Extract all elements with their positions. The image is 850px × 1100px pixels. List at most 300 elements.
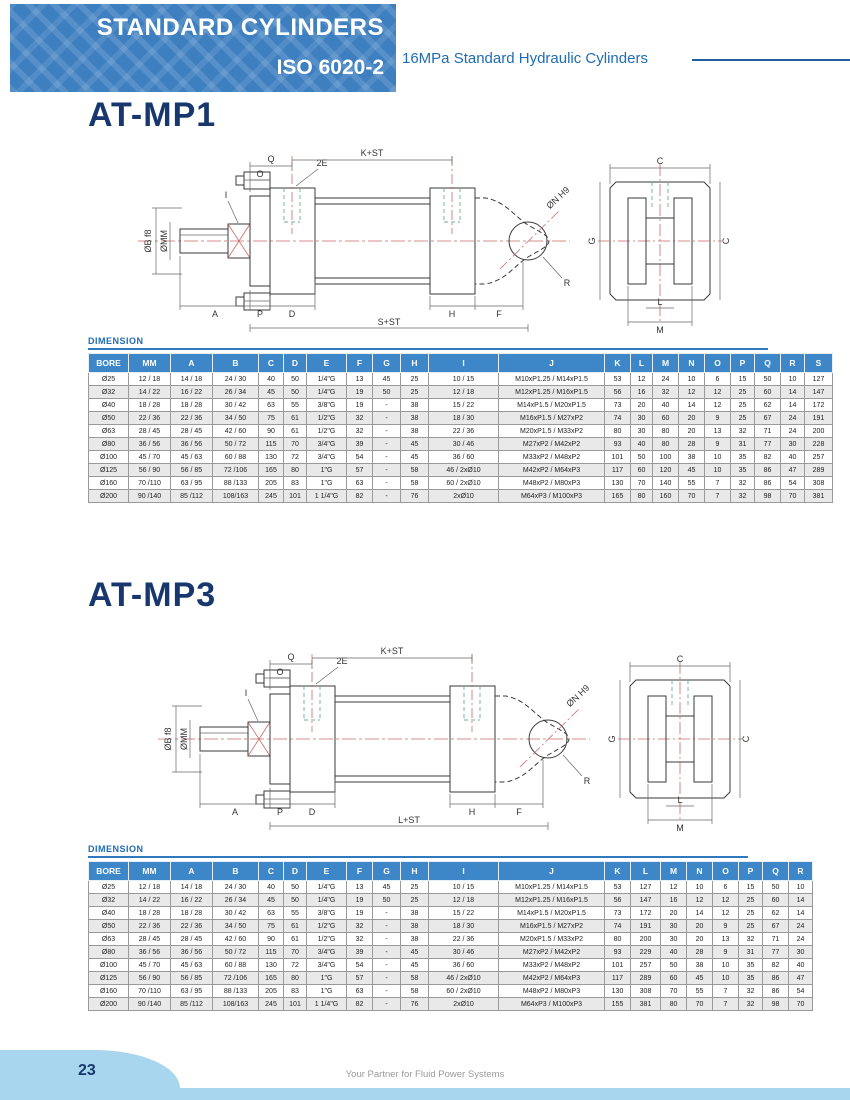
table-cell: 117	[605, 972, 631, 985]
table-cell: 57	[347, 464, 373, 477]
table-row	[89, 881, 813, 894]
table-cell: 19	[347, 894, 373, 907]
table-cell: -	[373, 399, 401, 412]
table-cell: 1/2"G	[307, 412, 347, 425]
table-cell: 60	[755, 386, 781, 399]
table-cell: 39	[347, 438, 373, 451]
table-cell: 80	[661, 998, 687, 1011]
table-row	[89, 386, 833, 399]
table-cell: 90	[259, 933, 284, 946]
table-cell: 25	[731, 386, 755, 399]
table-cell: 32	[739, 998, 763, 1011]
table-cell: 38	[401, 412, 429, 425]
table-cell: M16xP1.5 / M27xP2	[499, 920, 605, 933]
table-cell: 54	[789, 985, 813, 998]
table-cell: 25	[401, 373, 429, 386]
table-cell: 308	[805, 477, 833, 490]
table-cell: 22 / 36	[129, 412, 171, 425]
table-cell: 34 / 50	[213, 920, 259, 933]
table-cell: 67	[755, 412, 781, 425]
table-cell: 73	[605, 907, 631, 920]
table-cell: 18 / 28	[129, 399, 171, 412]
table-cell: M12xP1.25 / M16xP1.5	[499, 894, 605, 907]
dim-label-b: ØB f8	[143, 229, 153, 253]
column-header: M	[653, 354, 679, 373]
table-cell: 28	[679, 438, 705, 451]
table-cell: M48xP2 / M80xP3	[499, 985, 605, 998]
dim-label-overall: S+ST	[377, 317, 401, 327]
dim-label-m: M	[676, 823, 684, 833]
dim-label-c-top: C	[676, 654, 684, 664]
table-cell: 45	[401, 438, 429, 451]
table-row	[89, 477, 833, 490]
table-cell: 9	[705, 438, 731, 451]
table-cell: 32	[731, 490, 755, 503]
table-cell: 115	[259, 946, 284, 959]
bore-cell: Ø100	[89, 959, 129, 972]
dimension-block-mp1	[88, 336, 825, 503]
column-header: R	[781, 354, 805, 373]
table-row	[89, 972, 813, 985]
column-header: A	[171, 862, 213, 881]
table-cell: 7	[713, 985, 739, 998]
table-cell: 82	[347, 490, 373, 503]
bore-cell: Ø100	[89, 451, 129, 464]
table-cell: 60	[763, 894, 789, 907]
bore-cell: Ø160	[89, 985, 129, 998]
table-cell: 40	[789, 959, 813, 972]
table-cell: 58	[401, 464, 429, 477]
column-header: D	[284, 354, 307, 373]
column-header: G	[373, 862, 401, 881]
table-cell: M27xP2 / M42xP2	[499, 438, 605, 451]
table-cell: 14	[789, 894, 813, 907]
table-row	[89, 946, 813, 959]
dim-label-a: A	[231, 807, 239, 817]
table-cell: 50	[763, 881, 789, 894]
table-cell: 16 / 22	[171, 894, 213, 907]
table-cell: 45	[687, 972, 713, 985]
column-header: P	[739, 862, 763, 881]
table-cell: 127	[631, 881, 661, 894]
table-cell: 10	[687, 881, 713, 894]
table-cell: 55	[284, 399, 307, 412]
bore-cell: Ø63	[89, 933, 129, 946]
table-cell: 14 / 22	[129, 894, 171, 907]
table-cell: -	[373, 972, 401, 985]
column-header: H	[401, 354, 429, 373]
table-cell: 80	[631, 490, 653, 503]
table-cell: 82	[763, 959, 789, 972]
table-cell: 12 / 18	[129, 881, 171, 894]
table-row	[89, 985, 813, 998]
table-cell: 3/8"G	[307, 399, 347, 412]
table-cell: 147	[805, 386, 833, 399]
table-cell: 80	[284, 972, 307, 985]
column-header: C	[259, 354, 284, 373]
dimension-block-mp3	[88, 844, 805, 1011]
table-cell: 200	[805, 425, 833, 438]
table-cell: 24	[789, 920, 813, 933]
table-cell: 45	[679, 464, 705, 477]
table-cell: 381	[631, 998, 661, 1011]
bore-cell: Ø80	[89, 438, 129, 451]
column-header: I	[429, 354, 499, 373]
table-cell: 57	[347, 972, 373, 985]
table-cell: 40	[631, 438, 653, 451]
table-cell: 50	[284, 386, 307, 399]
table-cell: 70 /110	[129, 477, 171, 490]
table-cell: 289	[631, 972, 661, 985]
table-cell: 80	[653, 425, 679, 438]
table-cell: 9	[713, 946, 739, 959]
dim-label-p: P	[256, 309, 264, 319]
dim-label-n: ØN H9	[564, 682, 592, 709]
table-cell: 140	[653, 477, 679, 490]
column-header: Q	[755, 354, 781, 373]
dim-label-f: F	[496, 309, 502, 319]
table-cell: 32	[653, 386, 679, 399]
table-cell: 10 / 15	[429, 881, 499, 894]
column-header: J	[499, 862, 605, 881]
table-cell: 257	[805, 451, 833, 464]
table-cell: 18 / 30	[429, 412, 499, 425]
table-cell: 45	[401, 959, 429, 972]
table-cell: 12	[705, 386, 731, 399]
dim-label-mm: ØMM	[159, 230, 169, 252]
table-cell: 72	[284, 959, 307, 972]
dimension-table-mp3	[88, 861, 813, 1011]
table-cell: 15 / 22	[429, 907, 499, 920]
dim-label-p: P	[276, 807, 284, 817]
table-cell: 100	[653, 451, 679, 464]
table-cell: 120	[653, 464, 679, 477]
dim-label-mm: ØMM	[179, 728, 189, 750]
table-cell: -	[373, 412, 401, 425]
column-header: J	[499, 354, 605, 373]
cylinder-drawing	[130, 136, 750, 336]
table-cell: 13	[705, 425, 731, 438]
column-header: K	[605, 862, 631, 881]
table-cell: 73	[605, 399, 631, 412]
table-cell: 45	[401, 451, 429, 464]
table-cell: 45 / 70	[129, 451, 171, 464]
table-cell: 60 / 2xØ10	[429, 985, 499, 998]
banner-standard: ISO 6020-2	[276, 56, 384, 79]
table-cell: 172	[631, 907, 661, 920]
table-cell: 308	[631, 985, 661, 998]
dim-label-a: A	[211, 309, 219, 319]
table-cell: 14	[789, 907, 813, 920]
table-row	[89, 438, 833, 451]
table-cell: 30 / 46	[429, 946, 499, 959]
table-cell: 30	[631, 425, 653, 438]
footer-band	[0, 1088, 850, 1100]
table-cell: 83	[284, 985, 307, 998]
table-cell: 18 / 28	[171, 907, 213, 920]
table-cell: 67	[763, 920, 789, 933]
table-row	[89, 959, 813, 972]
table-cell: 50	[373, 386, 401, 399]
table-cell: 10	[705, 451, 731, 464]
table-cell: 53	[605, 881, 631, 894]
table-cell: 205	[259, 477, 284, 490]
dim-label-kst: K+ST	[360, 148, 384, 158]
table-cell: 38	[401, 933, 429, 946]
table-cell: 45 / 70	[129, 959, 171, 972]
table-cell: 18 / 30	[429, 920, 499, 933]
bore-cell: Ø32	[89, 386, 129, 399]
table-cell: 14	[781, 399, 805, 412]
table-cell: 200	[631, 933, 661, 946]
column-header: P	[731, 354, 755, 373]
dim-label-r: R	[563, 278, 571, 288]
table-cell: 130	[605, 477, 631, 490]
table-cell: 1"G	[307, 985, 347, 998]
table-cell: 14	[679, 399, 705, 412]
table-cell: 1/4"G	[307, 373, 347, 386]
bore-cell: Ø63	[89, 425, 129, 438]
table-cell: 34 / 50	[213, 412, 259, 425]
table-cell: 1/4"G	[307, 386, 347, 399]
table-cell: 10	[789, 881, 813, 894]
table-cell: M14xP1.5 / M20xP1.5	[499, 907, 605, 920]
table-cell: 32	[347, 425, 373, 438]
table-cell: -	[373, 920, 401, 933]
dimension-table-mp1	[88, 353, 833, 503]
table-cell: 12	[705, 399, 731, 412]
table-cell: 1"G	[307, 464, 347, 477]
table-row	[89, 399, 833, 412]
table-cell: 36 / 60	[429, 959, 499, 972]
table-cell: 35	[731, 451, 755, 464]
table-cell: 1/2"G	[307, 933, 347, 946]
table-cell: 70	[284, 438, 307, 451]
table-cell: 56 / 85	[171, 972, 213, 985]
table-cell: 10	[781, 373, 805, 386]
table-cell: 38	[687, 959, 713, 972]
table-cell: 62	[763, 907, 789, 920]
table-cell: 10 / 15	[429, 373, 499, 386]
table-cell: 36 / 56	[171, 438, 213, 451]
table-cell: 70 /110	[129, 985, 171, 998]
table-row	[89, 933, 813, 946]
table-cell: 76	[401, 490, 429, 503]
table-cell: 25	[739, 920, 763, 933]
column-header: O	[705, 354, 731, 373]
table-cell: 172	[805, 399, 833, 412]
dim-label-g: G	[607, 735, 617, 743]
table-cell: 26 / 34	[213, 894, 259, 907]
table-cell: 24	[653, 373, 679, 386]
table-cell: 46 / 2xØ10	[429, 972, 499, 985]
table-cell: 24 / 30	[213, 881, 259, 894]
table-cell: 25	[739, 894, 763, 907]
table-cell: 9	[705, 412, 731, 425]
table-cell: 70	[631, 477, 653, 490]
table-cell: 3/4"G	[307, 959, 347, 972]
table-cell: 381	[805, 490, 833, 503]
table-cell: 54	[347, 451, 373, 464]
table-cell: 42 / 60	[213, 425, 259, 438]
header-rule	[692, 59, 850, 61]
table-cell: 35	[731, 464, 755, 477]
table-cell: 26 / 34	[213, 386, 259, 399]
table-row	[89, 451, 833, 464]
table-cell: 127	[805, 373, 833, 386]
table-cell: 12	[661, 881, 687, 894]
table-cell: 22 / 36	[129, 920, 171, 933]
table-cell: 25	[731, 399, 755, 412]
column-header: D	[284, 862, 307, 881]
bore-cell: Ø40	[89, 399, 129, 412]
table-cell: 85 /112	[171, 998, 213, 1011]
dim-label-l: L	[677, 795, 683, 805]
table-row	[89, 373, 833, 386]
bore-cell: Ø160	[89, 477, 129, 490]
table-cell: 165	[259, 972, 284, 985]
table-cell: 72	[284, 451, 307, 464]
table-cell: 45	[259, 894, 284, 907]
table-cell: 101	[605, 959, 631, 972]
table-cell: 30	[661, 933, 687, 946]
dim-label-n: ØN H9	[544, 184, 572, 211]
table-cell: 2xØ10	[429, 490, 499, 503]
table-cell: 20	[631, 399, 653, 412]
column-header: S	[805, 354, 833, 373]
table-cell: 60 / 88	[213, 959, 259, 972]
dim-label-l: L	[657, 297, 663, 307]
dim-label-o: O	[256, 169, 264, 179]
table-cell: 19	[347, 386, 373, 399]
dim-label-m: M	[656, 325, 664, 335]
table-cell: 130	[605, 985, 631, 998]
table-cell: 16	[661, 894, 687, 907]
table-cell: 50 / 72	[213, 438, 259, 451]
table-cell: 18 / 28	[171, 399, 213, 412]
table-cell: 15	[739, 881, 763, 894]
table-cell: 2xØ10	[429, 998, 499, 1011]
dim-label-kst: K+ST	[380, 646, 404, 656]
table-cell: 245	[259, 490, 284, 503]
table-cell: 7	[713, 998, 739, 1011]
table-cell: 101	[605, 451, 631, 464]
bore-cell: Ø32	[89, 894, 129, 907]
table-cell: 56	[605, 894, 631, 907]
table-cell: 20	[687, 920, 713, 933]
table-cell: M20xP1.5 / M33xP2	[499, 933, 605, 946]
table-cell: M48xP2 / M80xP3	[499, 477, 605, 490]
table-cell: 25	[731, 412, 755, 425]
table-cell: 80	[605, 933, 631, 946]
dim-label-i: I	[244, 688, 248, 698]
technical-drawing-mp3	[150, 634, 770, 834]
table-cell: 12	[687, 894, 713, 907]
table-cell: 32	[347, 933, 373, 946]
table-cell: 70	[679, 490, 705, 503]
dimension-label: DIMENSION	[88, 336, 768, 350]
table-cell: -	[373, 425, 401, 438]
table-cell: 228	[805, 438, 833, 451]
table-row	[89, 464, 833, 477]
table-cell: 58	[401, 985, 429, 998]
table-cell: 165	[259, 464, 284, 477]
column-header: MM	[129, 862, 171, 881]
dim-label-d: D	[308, 807, 316, 817]
table-cell: 36 / 56	[129, 438, 171, 451]
column-header: L	[631, 354, 653, 373]
table-cell: 85 /112	[171, 490, 213, 503]
table-cell: 165	[605, 490, 631, 503]
table-cell: 12	[631, 373, 653, 386]
table-cell: 88 /133	[213, 985, 259, 998]
table-cell: M42xP2 / M64xP3	[499, 972, 605, 985]
table-cell: 155	[605, 998, 631, 1011]
table-cell: 72 /106	[213, 972, 259, 985]
table-cell: 86	[763, 985, 789, 998]
table-cell: 63 / 95	[171, 985, 213, 998]
table-cell: 13	[347, 881, 373, 894]
table-cell: 50	[755, 373, 781, 386]
table-cell: 36 / 60	[429, 451, 499, 464]
table-cell: 76	[401, 998, 429, 1011]
table-cell: 60 / 2xØ10	[429, 477, 499, 490]
table-cell: 55	[679, 477, 705, 490]
table-cell: 60 / 88	[213, 451, 259, 464]
table-cell: 12	[679, 386, 705, 399]
table-cell: 56 / 90	[129, 464, 171, 477]
footer-tagline: Your Partner for Fluid Power Systems	[345, 1069, 505, 1080]
table-cell: 40	[781, 451, 805, 464]
table-cell: 63	[347, 985, 373, 998]
table-cell: 82	[755, 451, 781, 464]
table-cell: 191	[631, 920, 661, 933]
dim-label-f: F	[516, 807, 522, 817]
table-cell: 90 /140	[129, 490, 171, 503]
table-cell: 1 1/4"G	[307, 998, 347, 1011]
table-row	[89, 412, 833, 425]
table-cell: 28 / 45	[129, 933, 171, 946]
table-cell: 56	[605, 386, 631, 399]
table-cell: 14 / 18	[171, 373, 213, 386]
table-cell: 18 / 28	[129, 907, 171, 920]
table-cell: 31	[731, 438, 755, 451]
column-header: M	[661, 862, 687, 881]
table-cell: 20	[687, 933, 713, 946]
table-cell: 70	[284, 946, 307, 959]
table-cell: 160	[653, 490, 679, 503]
table-cell: 205	[259, 985, 284, 998]
table-cell: 75	[259, 920, 284, 933]
column-header: K	[605, 354, 631, 373]
table-cell: 40	[661, 946, 687, 959]
table-cell: -	[373, 490, 401, 503]
table-cell: 90	[259, 425, 284, 438]
banner	[10, 4, 396, 92]
table-cell: 61	[284, 933, 307, 946]
table-cell: 25	[739, 907, 763, 920]
column-header: H	[401, 862, 429, 881]
table-cell: 93	[605, 438, 631, 451]
table-cell: 10	[679, 373, 705, 386]
table-cell: 16 / 22	[171, 386, 213, 399]
table-cell: 32	[731, 477, 755, 490]
table-cell: 12 / 18	[429, 894, 499, 907]
table-cell: 9	[713, 920, 739, 933]
table-cell: 14	[781, 386, 805, 399]
column-header: F	[347, 862, 373, 881]
table-cell: 35	[739, 972, 763, 985]
